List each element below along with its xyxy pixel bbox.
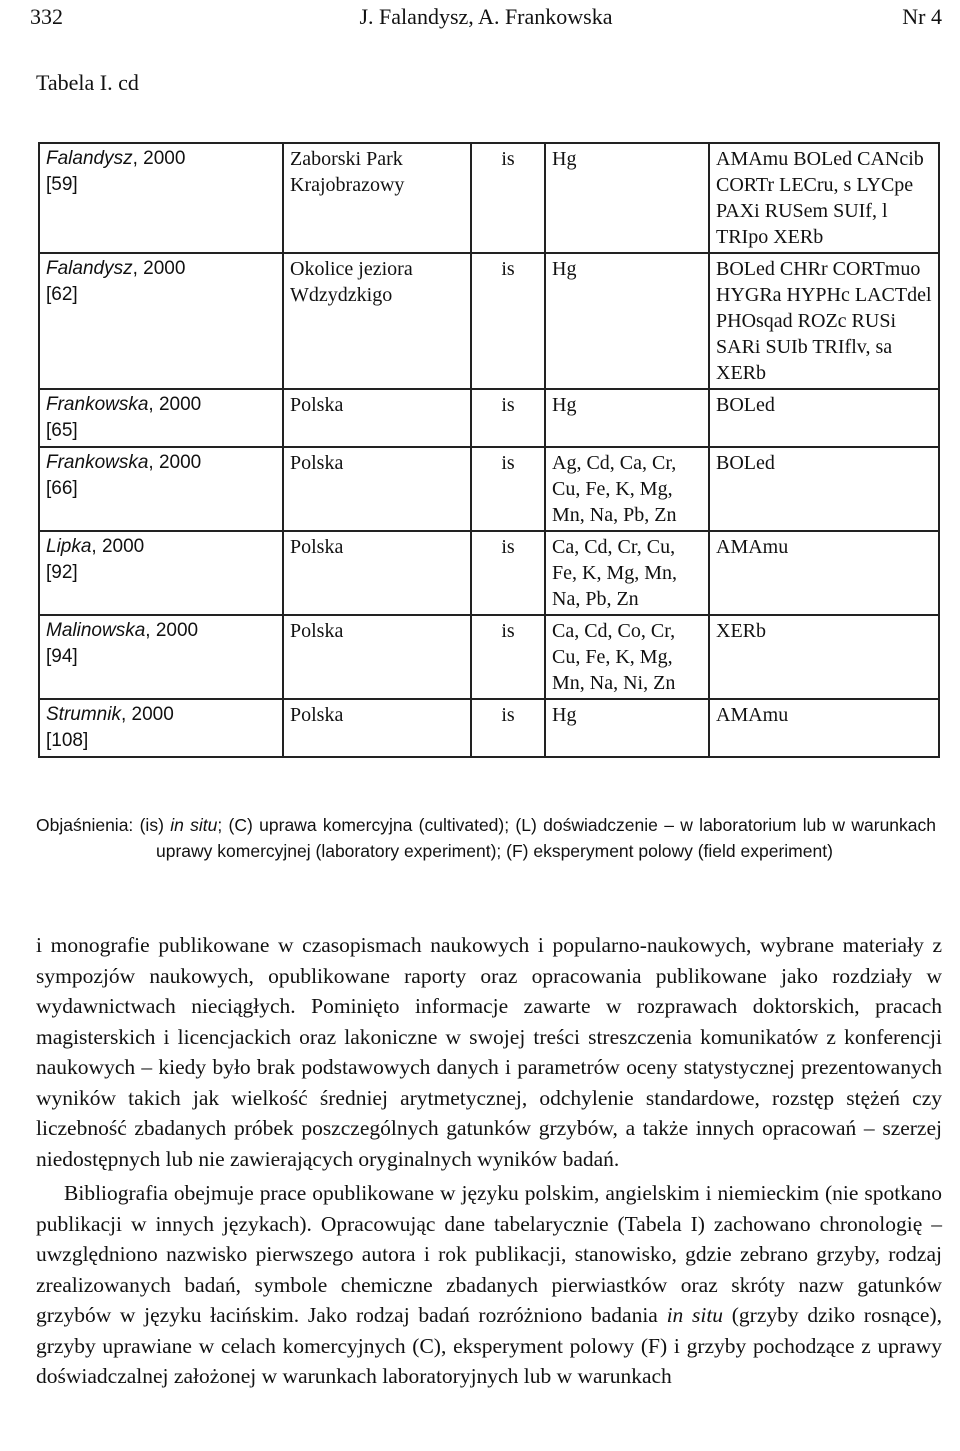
table-row: [39, 143, 939, 253]
publication-year: , 2000: [148, 394, 202, 415]
running-header: [30, 4, 942, 34]
site-text: Polska: [290, 394, 344, 416]
publication-year: , 2000: [132, 148, 186, 169]
reference-cell: [39, 447, 283, 531]
publication-year: , 2000: [145, 620, 199, 641]
elements-text: Ca, Cd, Cr, Cu, Fe, K, Mg, Mn, Na, Pb, Zn: [552, 536, 678, 610]
site-text: Polska: [290, 620, 344, 642]
site-text: Polska: [290, 452, 344, 474]
study-type: is: [501, 148, 515, 170]
paragraph-2: [36, 1178, 942, 1392]
elements-text: Hg: [552, 704, 577, 726]
species-cell: [709, 531, 939, 615]
reference-number: [94]: [46, 646, 78, 667]
reference-cell: [39, 699, 283, 757]
species-cell: [709, 447, 939, 531]
page-number: 332: [30, 4, 63, 29]
running-authors: J. Falandysz, A. Frankowska: [359, 4, 613, 29]
site-cell: [283, 143, 471, 253]
study-type: is: [501, 394, 515, 416]
paragraph-2-part-a: Bibliografia obejmuje prace opublikowane w języku polskim, angielskim i niemieckim (nie spotkano publikacji w innych językach). Opracowując dane tabelarycznie (Tabela I) zachowano chronologię – uwzględniono nazwisko pierwszego autora i rok publikacji, stanowisko, gdzie zebrano grzyby, rodzaj zrealizowanych badań, symbole chemiczne zbadanych pierwiastków oraz skróty nazw gatunków grzybów w języku łacińskim. Jako rodzaj badań rozróżniono badania: [36, 1181, 942, 1327]
species-cell: [709, 389, 939, 447]
table-row: [39, 615, 939, 699]
notes-label: Objaśnienia:: [36, 815, 134, 835]
publication-year: , 2000: [148, 452, 202, 473]
literature-table: [38, 142, 940, 758]
paragraph-2-part-b: (grzyby dziko rosnące), grzyby uprawiane w celach komercyjnych (C), eksperyment polowy (F) i grzyby pochodzące z uprawy doświadczalnej założonej w warunkach laboratoryjnych lub w warunkach: [36, 1303, 942, 1388]
species-cell: [709, 699, 939, 757]
study-type: is: [501, 452, 515, 474]
elements-text: Hg: [552, 148, 577, 170]
reference-number: [66]: [46, 478, 78, 499]
table-row: [39, 447, 939, 531]
species-text: AMAmu: [716, 536, 789, 558]
site-cell: [283, 389, 471, 447]
study-type: is: [501, 704, 515, 726]
issue-number: Nr 4: [902, 4, 942, 29]
publication-year: , 2000: [91, 536, 145, 557]
elements-cell: [545, 253, 709, 389]
study-type-cell: [471, 531, 545, 615]
elements-cell: [545, 531, 709, 615]
species-text: BOLed: [716, 394, 775, 416]
species-cell: [709, 615, 939, 699]
author-name: Frankowska: [46, 394, 149, 415]
elements-cell: [545, 447, 709, 531]
body-text: [36, 930, 942, 1392]
author-name: Lipka: [46, 536, 92, 557]
species-text: XERb: [716, 620, 766, 642]
site-cell: [283, 531, 471, 615]
paragraph-1: i monografie publikowane w czasopismach naukowych i popularno-naukowych, wybrane materiały z sympozjów naukowych, opublikowane raporty oraz opracowania publikowane jako rozdziały w wydawnictwach nieciągłych. Pominięto informacje zawarte w rozprawach doktorskich, pracach magisterskich i licencjackich oraz lakoniczne w swojej treści streszczenia komunikatów z konferencji naukowych – kiedy było brak podstawowych danych i parametrów oceny statystycznej prezentowanych wyników takich jak wielkość średniej arytmetycznej, odchylenie standardowe, rozstęp stężeń czy liczebność zbadanych próbek poszczególnych gatunków grzybów, a także innych opracowań – szerzej niedostępnych lub nie zawierających oryginalnych wyników badań.: [36, 933, 942, 1171]
elements-text: Hg: [552, 394, 577, 416]
paragraph-2-in-situ: in situ: [666, 1303, 724, 1327]
species-cell: [709, 143, 939, 253]
table-caption: Tabela I. cd: [36, 70, 139, 95]
notes-text-1: (is): [133, 815, 171, 835]
elements-cell: [545, 615, 709, 699]
study-type: is: [501, 536, 515, 558]
species-text: AMAmu: [716, 704, 789, 726]
site-text: Zaborski Park Krajobrazowy: [290, 148, 405, 196]
author-name: Falandysz: [46, 258, 133, 279]
site-cell: [283, 699, 471, 757]
reference-number: [65]: [46, 420, 78, 441]
reference-cell: [39, 531, 283, 615]
table-row: [39, 389, 939, 447]
author-name: Strumnik: [46, 704, 121, 725]
study-type-cell: [471, 699, 545, 757]
elements-text: Ag, Cd, Ca, Cr, Cu, Fe, K, Mg, Mn, Na, Pb, Zn: [552, 452, 677, 526]
reference-number: [62]: [46, 284, 78, 305]
site-text: Polska: [290, 536, 344, 558]
publication-year: , 2000: [120, 704, 174, 725]
study-type-cell: [471, 615, 545, 699]
site-text: Okolice jeziora Wdzydzkigo: [290, 258, 413, 306]
elements-cell: [545, 143, 709, 253]
author-name: Malinowska: [46, 620, 146, 641]
reference-number: [92]: [46, 562, 78, 583]
species-text: BOLed: [716, 452, 775, 474]
study-type: is: [501, 620, 515, 642]
reference-cell: [39, 143, 283, 253]
table-notes: [36, 812, 936, 864]
author-name: Falandysz: [46, 148, 133, 169]
author-name: Frankowska: [46, 452, 149, 473]
site-cell: [283, 447, 471, 531]
reference-cell: [39, 253, 283, 389]
notes-text-2: ; (C) uprawa komercyjna (cultivated); (L) doświadczenie – w laboratorium lub w warunkach uprawy komercyjnej (laboratory experiment); (F) eksperyment polowy (field experiment): [156, 815, 936, 861]
table-row: [39, 531, 939, 615]
table-row: [39, 253, 939, 389]
elements-cell: [545, 389, 709, 447]
reference-cell: [39, 389, 283, 447]
study-type-cell: [471, 143, 545, 253]
site-cell: [283, 615, 471, 699]
reference-cell: [39, 615, 283, 699]
study-type: is: [501, 258, 515, 280]
elements-text: Ca, Cd, Co, Cr, Cu, Fe, K, Mg, Mn, Na, Ni, Zn: [552, 620, 676, 694]
elements-text: Hg: [552, 258, 577, 280]
study-type-cell: [471, 389, 545, 447]
notes-in-situ: in situ: [170, 815, 218, 835]
reference-number: [108]: [46, 730, 89, 751]
study-type-cell: [471, 253, 545, 389]
species-text: BOLed CHRr CORTmuo HYGRa HYPHc LACTdel PHOsqad ROZc RUSi SARi SUIb TRIflv, sa XERb: [716, 258, 932, 384]
species-text: AMAmu BOLed CANcib CORTr LECru, s LYCpe PAXi RUSem SUIf, l TRIpo XERb: [716, 148, 924, 248]
site-cell: [283, 253, 471, 389]
elements-cell: [545, 699, 709, 757]
site-text: Polska: [290, 704, 344, 726]
reference-number: [59]: [46, 174, 78, 195]
publication-year: , 2000: [132, 258, 186, 279]
study-type-cell: [471, 447, 545, 531]
species-cell: [709, 253, 939, 389]
table-row: [39, 699, 939, 757]
